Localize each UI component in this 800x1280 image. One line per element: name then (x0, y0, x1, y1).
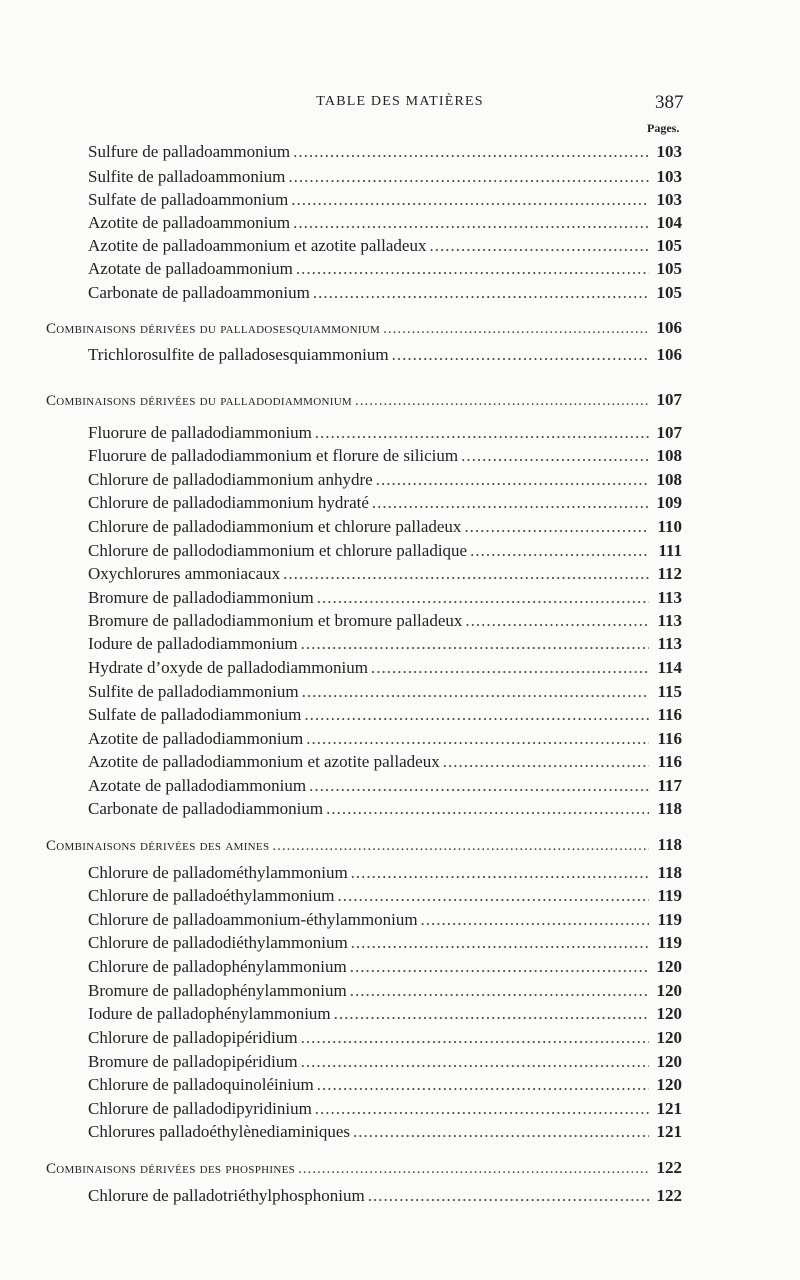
entry-title: Bromure de palladodiammonium (88, 588, 314, 607)
entry-page-number: 112 (657, 564, 682, 583)
dot-leader (337, 886, 649, 906)
entry-page-number: 120 (656, 1075, 682, 1094)
section-title: Combinaisons dérivées des amines (46, 838, 270, 854)
entry-page-number: 107 (656, 423, 682, 442)
entry-page-number: 119 (657, 886, 682, 905)
entry-page-number: 107 (656, 390, 682, 409)
entry-title: Carbonate de palladoammonium (88, 283, 310, 302)
dot-leader (421, 910, 649, 930)
toc-entry (88, 446, 682, 466)
dot-leader (301, 1028, 649, 1048)
dot-leader (429, 236, 649, 256)
entry-page-number: 116 (657, 705, 682, 724)
toc-entry (88, 423, 682, 443)
dot-leader (313, 283, 649, 303)
entry-title: Hydrate d’oxyde de palladodiammonium (88, 658, 368, 677)
dot-leader (351, 863, 649, 883)
entry-title: Chlorure de palladodiammonium anhydre (88, 470, 373, 489)
toc-entry (88, 213, 682, 233)
dot-leader (371, 658, 649, 678)
entry-title: Iodure de palladodiammonium (88, 634, 298, 653)
toc-entry (88, 142, 682, 162)
dot-leader (315, 1099, 649, 1119)
dot-leader (301, 1052, 649, 1072)
entry-page-number: 109 (656, 493, 682, 512)
entry-page-number: 120 (656, 1052, 682, 1071)
entry-page-number: 116 (657, 752, 682, 771)
page-header (0, 94, 800, 118)
entry-title: Fluorure de palladodiammonium (88, 423, 312, 442)
dot-leader (334, 1004, 649, 1024)
dot-leader (293, 142, 649, 162)
toc-entry (88, 957, 682, 977)
dot-leader (350, 957, 649, 977)
entry-page-number: 108 (656, 446, 682, 465)
entry-page-number: 118 (657, 799, 682, 818)
section-title: Combinaisons dérivées des phosphines (46, 1161, 296, 1177)
entry-title: Azotite de palladodiammonium (88, 729, 304, 748)
dot-leader (353, 1122, 649, 1142)
entry-title: Sulfate de palladodiammonium (88, 705, 302, 724)
entry-page-number: 122 (656, 1186, 682, 1205)
toc-entry (88, 517, 682, 537)
toc-entry (88, 1028, 682, 1048)
entry-title: Chlorure de palladométhylammonium (88, 863, 348, 882)
dot-leader (392, 345, 649, 365)
dot-leader (272, 838, 649, 855)
entry-title: Chlorure de palladodiammonium et chlorure palladeux (88, 517, 462, 536)
dot-leader (383, 321, 649, 338)
toc-entry (88, 863, 682, 883)
entry-page-number: 121 (656, 1099, 682, 1118)
entry-page-number: 113 (657, 611, 682, 630)
toc-entry (88, 981, 682, 1001)
entry-page-number: 104 (656, 213, 682, 232)
entry-title: Sulfate de palladoammonium (88, 190, 289, 209)
entry-page-number: 113 (657, 634, 682, 653)
toc-entry (88, 1099, 682, 1119)
dot-leader (443, 752, 649, 772)
dot-leader (301, 634, 649, 654)
toc-entry (88, 564, 682, 584)
entry-title: Chlorure de pallododiammonium et chlorure palladique (88, 541, 468, 560)
toc-entry (88, 776, 682, 796)
entry-page-number: 120 (656, 1004, 682, 1023)
toc-section-heading (46, 318, 682, 338)
entry-title: Bromure de palladopipéridium (88, 1052, 298, 1071)
entry-page-number: 116 (657, 729, 682, 748)
section-title: Combinaisons dérivées du palladodiammonium (46, 393, 353, 409)
entry-title: Oxychlorures ammoniacaux (88, 564, 281, 583)
entry-title: Iodure de palladophénylammonium (88, 1004, 331, 1023)
dot-leader (461, 446, 649, 466)
toc-entry (88, 752, 682, 772)
entry-title: Sulfite de palladodiammonium (88, 682, 299, 701)
toc-entry (88, 283, 682, 303)
entry-page-number: 118 (657, 863, 682, 882)
entry-page-number: 106 (656, 345, 682, 364)
dot-leader (293, 213, 649, 233)
toc-entry (88, 588, 682, 608)
dot-leader (465, 611, 649, 631)
toc-entry (88, 611, 682, 631)
dot-leader (464, 517, 649, 537)
toc-entry (88, 658, 682, 678)
entry-page-number: 115 (657, 682, 682, 701)
entry-title: Chlorure de palladodiammonium hydraté (88, 493, 369, 512)
entry-page-number: 122 (656, 1158, 682, 1177)
entry-page-number: 103 (656, 190, 682, 209)
entry-page-number: 103 (656, 167, 682, 186)
dot-leader (296, 259, 649, 279)
entry-title: Sulfite de palladoammonium (88, 167, 286, 186)
entry-title: Bromure de palladodiammonium et bromure palladeux (88, 611, 463, 630)
pages-column-label: Pages. (647, 121, 680, 135)
toc-entry (88, 190, 682, 210)
dot-leader (288, 167, 649, 187)
dot-leader (283, 564, 649, 584)
entry-page-number: 103 (656, 142, 682, 161)
dot-leader (350, 981, 649, 1001)
dot-leader (368, 1186, 649, 1206)
page-number: 387 (655, 92, 684, 113)
entry-page-number: 105 (656, 236, 682, 255)
entry-title: Chlorures palladoéthylènediaminiques (88, 1122, 351, 1141)
entry-title: Bromure de palladophénylammonium (88, 981, 347, 1000)
entry-page-number: 117 (657, 776, 682, 795)
entry-page-number: 108 (656, 470, 682, 489)
toc-entry (88, 729, 682, 749)
entry-title: Fluorure de palladodiammonium et florure de silicium (88, 446, 459, 465)
toc-entry (88, 1075, 682, 1095)
entry-title: Chlorure de palladodipyridinium (88, 1099, 312, 1118)
toc-entry (88, 1186, 682, 1206)
toc-entry (88, 167, 682, 187)
entry-page-number: 111 (658, 541, 682, 560)
entry-page-number: 106 (656, 318, 682, 337)
toc-entry (88, 886, 682, 906)
toc-entry (88, 910, 682, 930)
entry-title: Chlorure de palladotriéthylphosphonium (88, 1186, 365, 1205)
toc-entry (88, 259, 682, 279)
entry-title: Chlorure de palladopipéridium (88, 1028, 298, 1047)
toc-entry (88, 682, 682, 702)
entry-page-number: 120 (656, 957, 682, 976)
dot-leader (355, 393, 649, 410)
dot-leader (317, 588, 649, 608)
entry-title: Azotate de palladodiammonium (88, 776, 307, 795)
entry-title: Chlorure de palladodiéthylammonium (88, 933, 348, 952)
toc-entry (88, 493, 682, 513)
dot-leader (298, 1161, 649, 1178)
toc-entry (88, 634, 682, 654)
dot-leader (309, 776, 649, 796)
entry-title: Chlorure de palladophénylammonium (88, 957, 347, 976)
dot-leader (317, 1075, 649, 1095)
dot-leader (304, 705, 649, 725)
dot-leader (470, 541, 649, 561)
toc-entry (88, 1122, 682, 1142)
toc-entry (88, 705, 682, 725)
section-title: Combinaisons dérivées du palladosesquiammonium (46, 321, 381, 337)
entry-page-number: 114 (657, 658, 682, 677)
entry-page-number: 120 (656, 981, 682, 1000)
entry-title: Sulfure de palladoammonium (88, 142, 291, 161)
toc-section-heading (46, 1158, 682, 1178)
entry-title: Trichlorosulfite de palladosesquiammonium (88, 345, 389, 364)
toc-section-heading (46, 835, 682, 855)
dot-leader (291, 190, 649, 210)
entry-page-number: 110 (657, 517, 682, 536)
entry-page-number: 105 (656, 283, 682, 302)
toc-entry (88, 470, 682, 490)
dot-leader (376, 470, 649, 490)
dot-leader (302, 682, 649, 702)
toc-section-heading (46, 390, 682, 410)
entry-page-number: 118 (657, 835, 682, 854)
entry-page-number: 121 (656, 1122, 682, 1141)
dot-leader (351, 933, 649, 953)
entry-page-number: 113 (657, 588, 682, 607)
toc-entry (88, 799, 682, 819)
toc-entry (88, 345, 682, 365)
dot-leader (372, 493, 649, 513)
toc-entry (88, 933, 682, 953)
toc-entry (88, 541, 682, 561)
entry-page-number: 119 (657, 910, 682, 929)
entry-title: Azotate de palladoammonium (88, 259, 293, 278)
entry-title: Chlorure de palladoammonium-éthylammonium (88, 910, 418, 929)
entry-title: Chlorure de palladoéthylammonium (88, 886, 335, 905)
entry-title: Azotite de palladoammonium et azotite palladeux (88, 236, 427, 255)
dot-leader (326, 799, 649, 819)
running-title: TABLE DES MATIÈRES (316, 94, 484, 109)
toc-entry (88, 1052, 682, 1072)
entry-title: Azotite de palladodiammonium et azotite palladeux (88, 752, 440, 771)
entry-title: Chlorure de palladoquinoléinium (88, 1075, 314, 1094)
entry-title: Carbonate de palladodiammonium (88, 799, 324, 818)
dot-leader (315, 423, 649, 443)
toc-entry (88, 1004, 682, 1024)
dot-leader (306, 729, 649, 749)
entry-page-number: 105 (656, 259, 682, 278)
entry-page-number: 119 (657, 933, 682, 952)
entry-title: Azotite de palladoammonium (88, 213, 291, 232)
toc-entry (88, 236, 682, 256)
entry-page-number: 120 (656, 1028, 682, 1047)
